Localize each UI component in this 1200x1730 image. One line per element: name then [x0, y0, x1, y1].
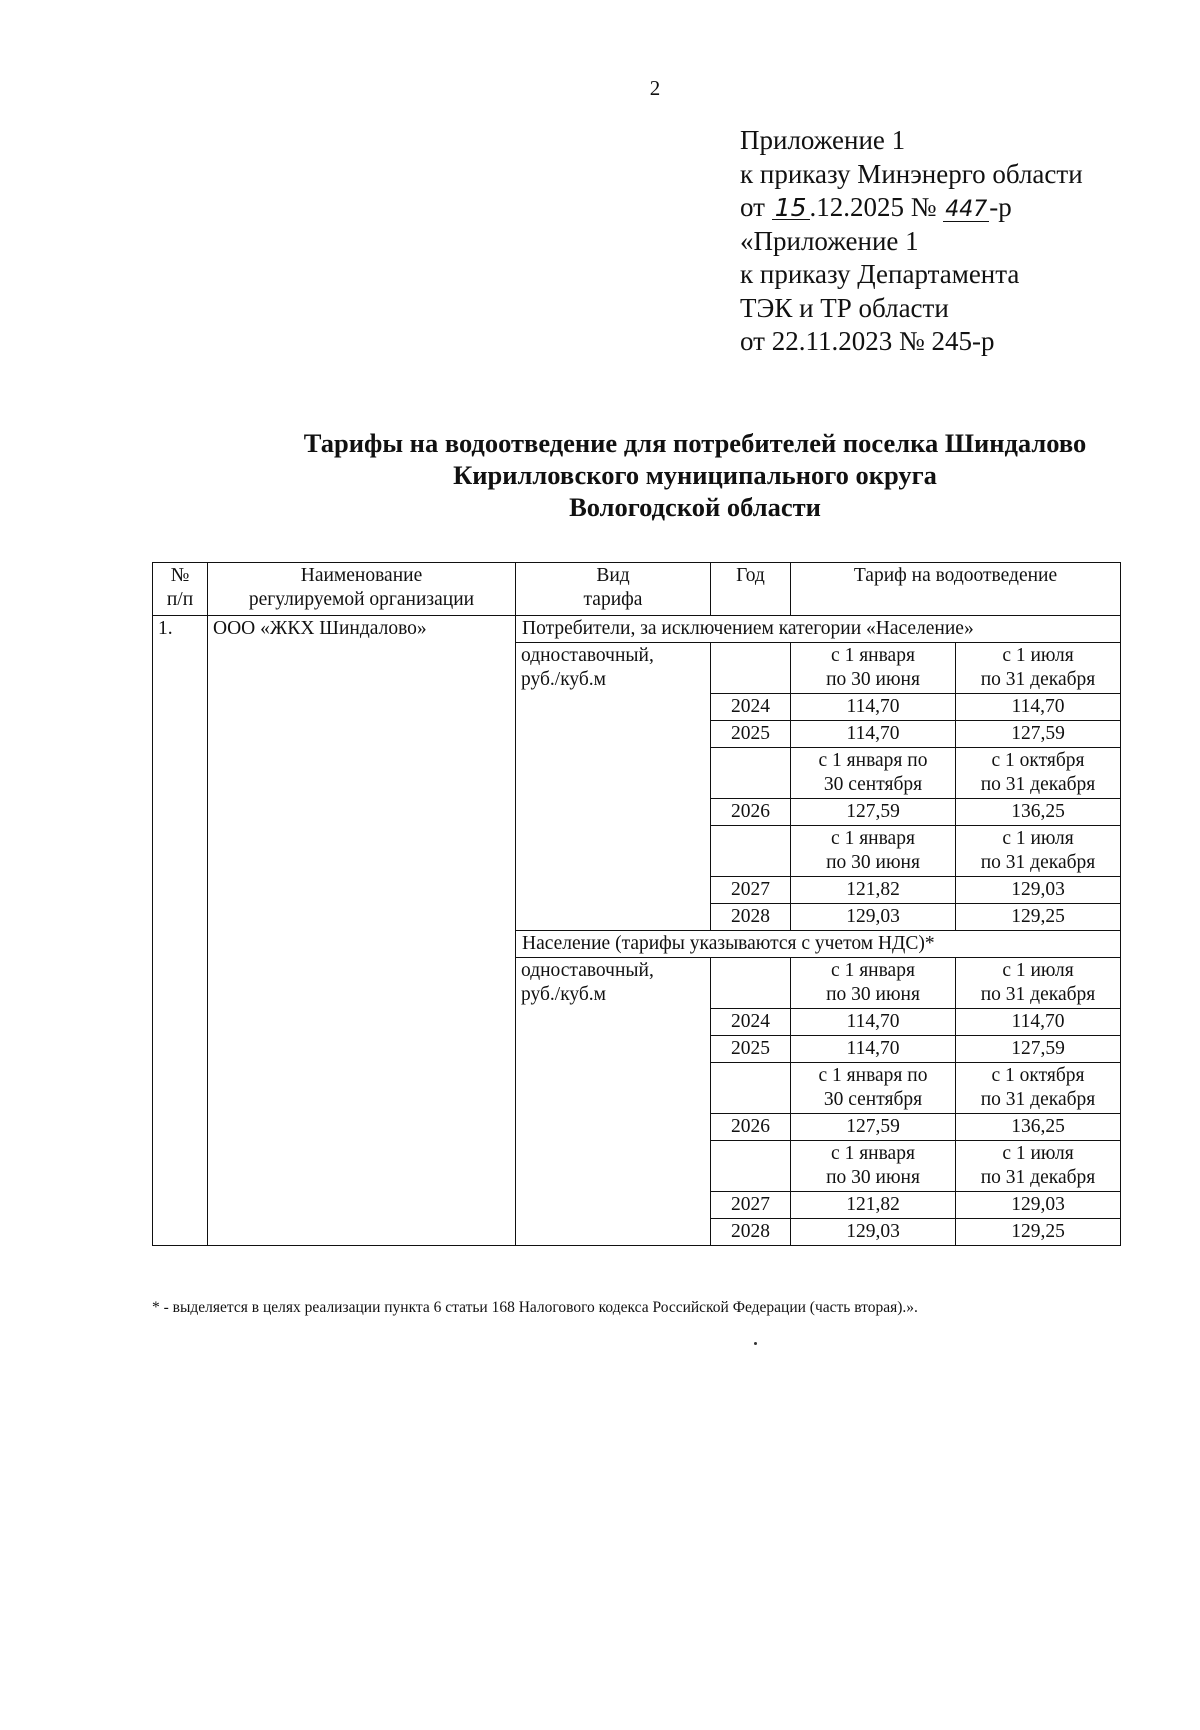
header-organization-text: Наименование регулируемой организации: [248, 565, 475, 610]
period-second-half-text: с 1 июля по 31 декабря: [980, 960, 1096, 1005]
year-cell-text: 2028: [731, 1221, 770, 1242]
tariff-table: [152, 562, 1121, 1246]
period-first-half: [791, 1063, 956, 1114]
tariff-type-text: одноставочный, руб./куб.м: [521, 645, 654, 690]
tariff-value-first: [791, 694, 956, 721]
period-first-half-text: с 1 января по 30 сентября: [818, 750, 928, 795]
year-cell: [711, 1114, 791, 1141]
tariff-value-second-text: 114,70: [1011, 696, 1065, 717]
tariff-value-second: [956, 694, 1121, 721]
tariff-value-second: [956, 1009, 1121, 1036]
header-tariff-type: [516, 563, 711, 616]
year-cell: [711, 1192, 791, 1219]
appendix-line: ТЭК и ТР области: [740, 292, 949, 323]
tariff-value-second-text: 129,25: [1011, 1221, 1065, 1242]
year-cell-text: 2025: [731, 1038, 770, 1059]
year-cell-text: 2027: [731, 879, 770, 900]
footnote: * - выделяется в целях реализации пункта 6 статьи 168 Налогового кодекса Российской Федерации (часть вторая).».: [152, 1299, 918, 1316]
tariff-type-text: одноставочный, руб./куб.м: [521, 960, 654, 1005]
tariff-value-second: [956, 1114, 1121, 1141]
handwritten-day: 15: [772, 197, 810, 220]
period-second-half: [956, 958, 1121, 1009]
header-tariff: [791, 563, 1121, 616]
tariff-value-second: [956, 799, 1121, 826]
tariff-value-second-text: 127,59: [1011, 1038, 1065, 1059]
section-title-text: Население (тарифы указываются с учетом НДС)*: [522, 933, 935, 954]
tariff-value-first-text: 114,70: [846, 1038, 900, 1059]
header-year-text: Год: [736, 565, 765, 586]
header-organization: [208, 563, 516, 616]
year-cell-text: 2028: [731, 906, 770, 927]
period-second-half-text: с 1 октября по 31 декабря: [980, 1065, 1096, 1110]
tariff-value-second: [956, 1219, 1121, 1246]
organization-name: [208, 616, 516, 1246]
period-first-half-text: с 1 января по 30 июня: [826, 960, 920, 1005]
appendix-line: Приложение 1: [740, 125, 906, 155]
title-line: Кирилловского муниципального округа: [453, 460, 937, 490]
tariff-value-first: [791, 1009, 956, 1036]
year-cell: [711, 721, 791, 748]
year-blank: [711, 826, 791, 877]
appendix-from-label: от: [740, 192, 765, 222]
tariff-value-first: [791, 1192, 956, 1219]
section-row: [153, 616, 1121, 643]
period-second-half-text: с 1 октября по 31 декабря: [980, 750, 1096, 795]
tariff-value-first-text: 129,03: [846, 1221, 900, 1242]
section-title-text: Потребители, за исключением категории «Население»: [522, 618, 974, 639]
title-line: Вологодской области: [569, 492, 821, 522]
period-first-half: [791, 643, 956, 694]
tariff-value-first: [791, 1114, 956, 1141]
year-cell-text: 2026: [731, 1116, 770, 1137]
tariff-value-second-text: 136,25: [1011, 1116, 1065, 1137]
period-first-half: [791, 1141, 956, 1192]
tariff-value-first: [791, 1219, 956, 1246]
tariff-value-first-text: 114,70: [846, 696, 900, 717]
appendix-line: «Приложение 1: [740, 225, 919, 256]
period-second-half-text: с 1 июля по 31 декабря: [980, 828, 1096, 873]
tariff-value-second-text: 127,59: [1011, 723, 1065, 744]
appendix-number-suffix: -р: [989, 192, 1012, 222]
tariff-value-first: [791, 799, 956, 826]
period-second-half: [956, 643, 1121, 694]
period-first-half-text: с 1 января по 30 июня: [826, 828, 920, 873]
period-second-half: [956, 826, 1121, 877]
year-blank: [711, 748, 791, 799]
header-tariff-text: Тариф на водоотведение: [853, 565, 1058, 586]
year-blank: [711, 1141, 791, 1192]
appendix-date-mid: .12.2025 №: [809, 192, 937, 222]
row-number: [153, 616, 208, 1246]
tariff-value-second-text: 129,03: [1011, 879, 1065, 900]
year-blank: [711, 1063, 791, 1114]
year-cell-text: 2026: [731, 801, 770, 822]
section-title: [516, 616, 1121, 643]
row-number-text: 1.: [158, 618, 173, 639]
year-cell: [711, 1036, 791, 1063]
year-cell: [711, 1219, 791, 1246]
tariff-value-second: [956, 877, 1121, 904]
year-cell: [711, 799, 791, 826]
period-first-half: [791, 958, 956, 1009]
year-cell-text: 2024: [731, 1011, 770, 1032]
tariff-value-second: [956, 1192, 1121, 1219]
document-title: [230, 427, 1160, 523]
tariff-value-first: [791, 1036, 956, 1063]
tariff-value-second: [956, 904, 1121, 931]
period-first-half: [791, 826, 956, 877]
period-second-half: [956, 748, 1121, 799]
period-second-half-text: с 1 июля по 31 декабря: [980, 645, 1096, 690]
tariff-type: [516, 958, 711, 1246]
tariff-value-first-text: 129,03: [846, 906, 900, 927]
appendix-line: к приказу Департамента: [740, 259, 1020, 289]
tariff-value-second-text: 136,25: [1011, 801, 1065, 822]
tariff-value-second: [956, 1036, 1121, 1063]
header-number: [153, 563, 208, 616]
year-cell: [711, 694, 791, 721]
header-number-text: № п/п: [166, 565, 194, 610]
tariff-value-second-text: 114,70: [1011, 1011, 1065, 1032]
tariff-value-first-text: 114,70: [846, 723, 900, 744]
tariff-value-second-text: 129,25: [1011, 906, 1065, 927]
period-first-half-text: с 1 января по 30 июня: [826, 1143, 920, 1188]
period-second-half: [956, 1063, 1121, 1114]
appendix-line: от 22.11.2023 № 245-р: [740, 326, 995, 356]
handwritten-order-number: 447: [945, 197, 988, 222]
year-cell-text: 2025: [731, 723, 770, 744]
appendix-line: к приказу Минэнерго области: [740, 158, 1083, 189]
tariff-value-first: [791, 721, 956, 748]
year-cell: [711, 877, 791, 904]
appendix-order-date: [740, 191, 1083, 225]
tariff-value-first: [791, 877, 956, 904]
tariff-value-first: [791, 904, 956, 931]
tariff-value-first-text: 121,82: [846, 1194, 900, 1215]
organization-name-text: ООО «ЖКХ Шиндалово»: [213, 618, 427, 639]
tariff-value-second: [956, 721, 1121, 748]
page-number: 2: [649, 76, 661, 100]
period-first-half-text: с 1 января по 30 сентября: [818, 1065, 928, 1110]
period-first-half-text: с 1 января по 30 июня: [826, 645, 920, 690]
period-second-half: [956, 1141, 1121, 1192]
title-line: Тарифы на водоотведение для потребителей поселка Шиндалово: [303, 428, 1087, 458]
tariff-value-first-text: 114,70: [846, 1011, 900, 1032]
scan-speck: [754, 1342, 757, 1345]
section-title: [516, 931, 1121, 958]
year-cell-text: 2027: [731, 1194, 770, 1215]
header-year: [711, 563, 791, 616]
tariff-value-first-text: 127,59: [846, 1116, 900, 1137]
tariff-value-first-text: 127,59: [846, 801, 900, 822]
period-second-half-text: с 1 июля по 31 декабря: [980, 1143, 1096, 1188]
header-tariff-type-text: Вид тарифа: [583, 565, 643, 610]
year-cell: [711, 1009, 791, 1036]
year-cell-text: 2024: [731, 696, 770, 717]
appendix-block: [740, 124, 1083, 359]
year-blank: [711, 958, 791, 1009]
tariff-type: [516, 643, 711, 931]
year-blank: [711, 643, 791, 694]
year-cell: [711, 904, 791, 931]
tariff-value-first-text: 121,82: [846, 879, 900, 900]
period-first-half: [791, 748, 956, 799]
header-row: [153, 563, 1121, 616]
tariff-value-second-text: 129,03: [1011, 1194, 1065, 1215]
